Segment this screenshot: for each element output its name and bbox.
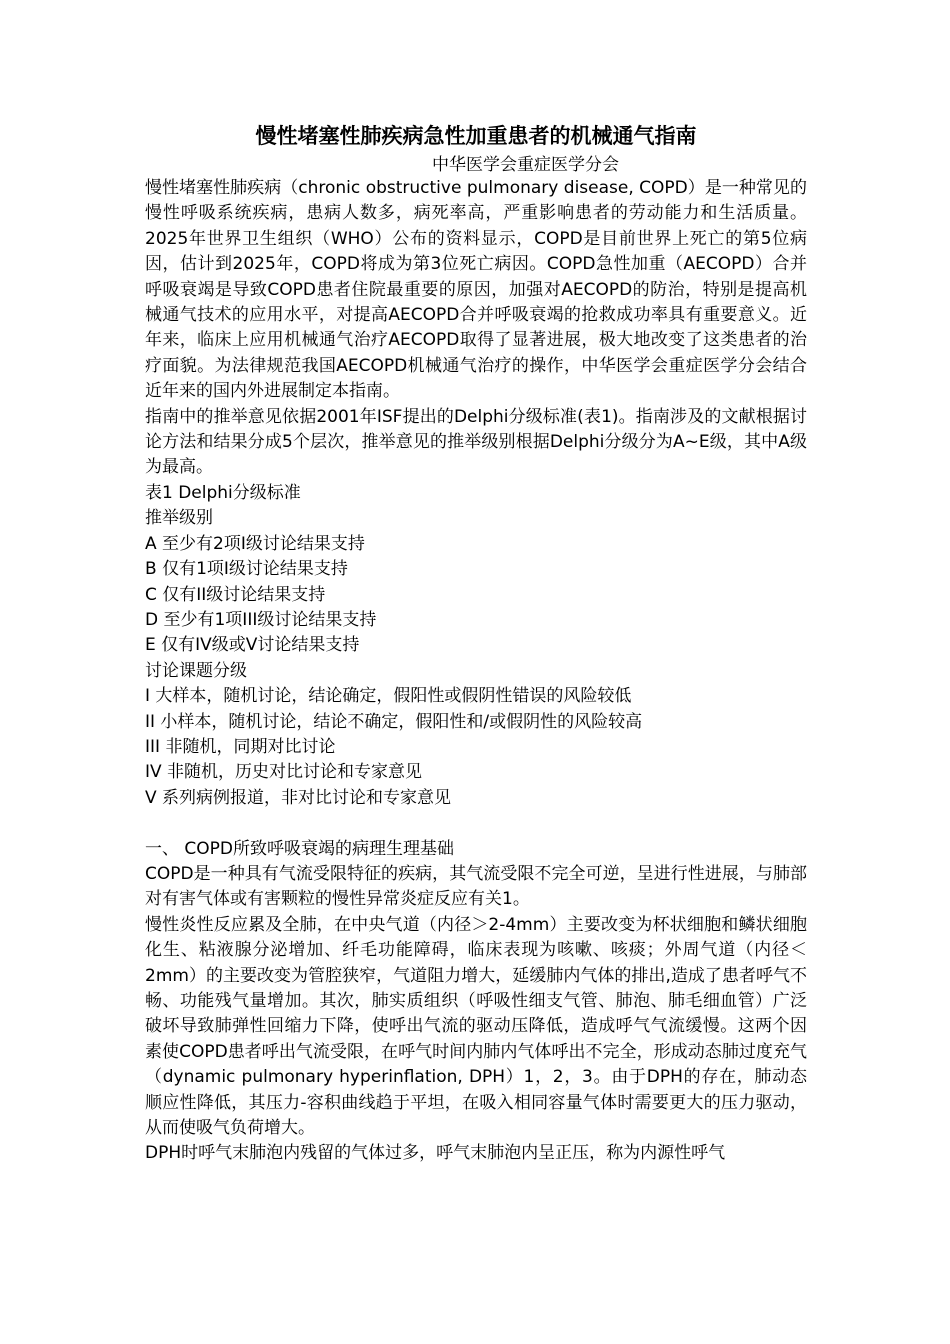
section-paragraph: 慢性炎性反应累及全肺，在中央气道（内径＞2-4mm）主要改变为杯状细胞和鳞状细胞化生、粘液腺分泌增加、纤毛功能障碍，临床表现为咳嗽、咳痰；外周气道（内径＜2mm）的主要改变为管腔狭窄，气道阻力增大，延缓肺内气体的排出,造成了患者呼气不畅、功能残气量增加。其次，肺实质组织（呼吸性细支气管、肺泡、肺毛细血管）广泛破坏导致肺弹性回缩力下降，使呼出气流的驱动压降低，造成呼气气流缓慢。这两个因素使COPD患者呼出气流受限，在呼气时间内肺内气体呼出不完全，形成动态肺过度充气（dynamic pulmonary hyperinflation, DPH）1，2，3。由于DPH的存在，肺动态顺应性降低，其压力-容积曲线趋于平坦，在吸入相同容量气体时需要更大的压力驱动，从而使吸气负荷增大。 xyxy=(145,914,807,1139)
section-paragraph: DPH时呼气末肺泡内残留的气体过多，呼气末肺泡内呈正压，称为内源性呼气 xyxy=(145,1143,726,1164)
spacer xyxy=(145,811,807,836)
grade-item: B 仅有1项I级讨论结果支持 xyxy=(145,559,348,580)
level-item: V 系列病例报道，非对比讨论和专家意见 xyxy=(145,787,452,808)
section-heading: 一、 COPD所致呼吸衰竭的病理生理基础 xyxy=(145,838,454,859)
document-page xyxy=(145,118,807,1167)
grade-item: E 仅有IV级或V讨论结果支持 xyxy=(145,635,360,656)
section-paragraph: COPD是一种具有气流受限特征的疾病，其气流受限不完全可逆，呈进行性进展，与肺部对有害气体或有害颗粒的慢性异常炎症反应有关1。 xyxy=(145,863,807,910)
grade-heading: 推举级别 xyxy=(145,508,213,529)
level-item: III 非随机，同期对比讨论 xyxy=(145,736,336,757)
grade-item: A 至少有2项I级讨论结果支持 xyxy=(145,533,365,554)
document-title: 慢性堵塞性肺疾病急性加重患者的机械通气指南 xyxy=(255,124,697,148)
level-item: II 小样本，随机讨论，结论不确定，假阳性和/或假阴性的风险较高 xyxy=(145,711,643,732)
intro-paragraph: 慢性堵塞性肺疾病（chronic obstructive pulmonary disease, COPD）是一种常见的慢性呼吸系统疾病，患病人数多，病死率高，严重影响患者的劳动能力和生活质量。2025年世界卫生组织（WHO）公布的资料显示，COPD是目前世界上死亡的第5位病因，估计到2025年，COPD将成为第3位死亡病因。COPD急性加重（AECOPD）合并呼吸衰竭是导致COPD患者住院最重要的原因，加强对AECOPD的防治，特别是提高机械通气技术的应用水平，对提高AECOPD合并呼吸衰竭的抢救成功率具有重要意义。近年来，临床上应用机械通气治疗AECOPD取得了显著进展，极大地改变了这类患者的治疗面貌。为法律规范我国AECOPD机械通气治疗的操作，中华医学会重症医学分会结合近年来的国内外进展制定本指南。 xyxy=(145,178,807,402)
grade-item: D 至少有1项III级讨论结果支持 xyxy=(145,609,377,630)
level-item: IV 非随机，历史对比讨论和专家意见 xyxy=(145,762,423,783)
level-item: I 大样本，随机讨论，结论确定，假阳性或假阴性错误的风险较低 xyxy=(145,686,632,707)
document-author: 中华医学会重症医学分会 xyxy=(432,155,619,175)
level-heading: 讨论课题分级 xyxy=(145,660,247,681)
table-caption: 表1 Delphi分级标准 xyxy=(145,482,301,503)
grade-item: C 仅有II级讨论结果支持 xyxy=(145,584,326,605)
delphi-paragraph: 指南中的推举意见依据2001年ISF提出的Delphi分级标准(表1)。指南涉及的文献根据讨论方法和结果分成5个层次，推举意见的推举级别根据Delphi分级分为A~E级，其中A级为最高。 xyxy=(145,406,807,478)
